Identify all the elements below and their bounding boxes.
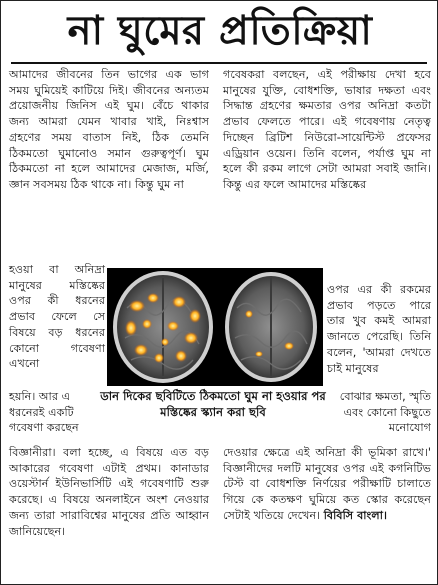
article-right-wrap (327, 282, 431, 387)
article-left-column-bottom (9, 445, 209, 581)
article-left-wrap (9, 262, 105, 392)
paragraph-right-bottom (223, 445, 431, 524)
caption-row (9, 389, 431, 444)
paragraph-left-top: আমাদের জীবনের তিন ভাগের এক ভাগ সময় ঘুমিয়েই কাটিয়ে দিই। জীবনের অন্যতম প্রয়োজনীয় জিনিস এই ঘুম। বেঁচে থাকার জন্য আমরা যেমন খাবার খাই, নিঃশ্বাস গ্রহণের সময় বাতাস নিই, ঠিক তেমনি ঠিকমতো ঘুমানোও সমান গুরুত্বপূর্ণ। ঘুম ঠিকমতো না হলে আমাদের মেজাজ, মর্জি, জ্ঞান সবসময় ঠিক থাকে না। কিন্তু ঘুম না (9, 68, 209, 191)
headline-divider (11, 62, 427, 64)
paragraph-right-wrap: ওপর এর কী রকমের প্রভাব পড়তে পারে তার খুব কমই আমরা জানতে পেরেছি। তিনি বলেন, 'আমরা দেখতে চাই মানুষের (327, 283, 431, 375)
source-credit: বিবিসি বাংলা। (323, 508, 387, 522)
headline: না ঘুমের প্রতিক্রিয়া (67, 7, 373, 54)
paragraph-left-wrap: হওয়া বা অনিদ্রা মানুষের মস্তিষ্কের ওপর কী ধরনের প্রভাব ফেলে সে বিষয়ে বড় ধরনের কোনো গবেষণা এখনো (9, 263, 105, 371)
brain-scan-sleep-deprived (219, 268, 323, 386)
image-caption: ডান দিকের ছবিটিতে ঠিকমতো ঘুম না হওয়ার পর মস্তিষ্কের স্ক্যান করা ছবি (100, 389, 326, 419)
paragraph-right-top: গবেষকরা বলছেন, এই পরীক্ষায় দেখা হবে মানুষের যুক্তি, বোধশক্তি, ভাষার দক্ষতা এবং সিদ্ধান্ত গ্রহণের ক্ষমতার ওপর অনিদ্রা কতটা প্রভাব ফেলতে পারে। এই গবেষণায় নেতৃত্ব দিচ্ছেন ব্রিটিশ নিউরো-সায়েন্টিস্ট প্রফেসর এড্রিয়ান ওয়েন। তিনি বলেন, পর্যাপ্ত ঘুম না হলে কী রকম লাগে সেটা আমরা সবাই জানি। কিন্তু এর ফলে আমাদের মস্তিষ্কের (223, 68, 431, 191)
article-right-column-bottom (223, 445, 431, 581)
article-right-column-top (223, 67, 431, 281)
paragraph-left-bottom: বিজ্ঞানীরা। বলা হচ্ছে, এ বিষয়ে এত বড় আকারের গবেষণা এটাই প্রথম। কানাডার ওয়েস্টার্ন ইউনিভার্সিটি এই গবেষণাটি শুরু করেছে। এ বিষয়ে অনলাইনে অংশ নেওয়ার জন্য তারা সারাবিশ্বের মানুষের প্রতি আহ্বান জানিয়েছেন। (9, 446, 209, 538)
caption-row-right-text: বোঝার ক্ষমতা, স্মৃতি এবং কোনো কিছুতে মনোযোগ (339, 390, 431, 435)
caption-row-left-text: হয়নি। আর এ ধরনেরই একটি গবেষণা করছেন (9, 390, 79, 435)
article-left-column-top (9, 67, 209, 262)
paragraph-right-bottom-text: দেওয়ার ক্ষেত্রে এই অনিদ্রা কী ভূমিকা রাখে।' বিজ্ঞানীদের দলটি মানুষের ওপর এই কগনিটিভ টেস্ট বা বোধশক্তি নির্ণয়ের পরীক্ষাটি চালাতে গিয়ে কে কতক্ষণ ঘুমিয়ে কত স্কোর করেছেন সেটাই খতিয়ে দেখেন। (223, 446, 431, 522)
brain-scan-normal (107, 268, 219, 386)
